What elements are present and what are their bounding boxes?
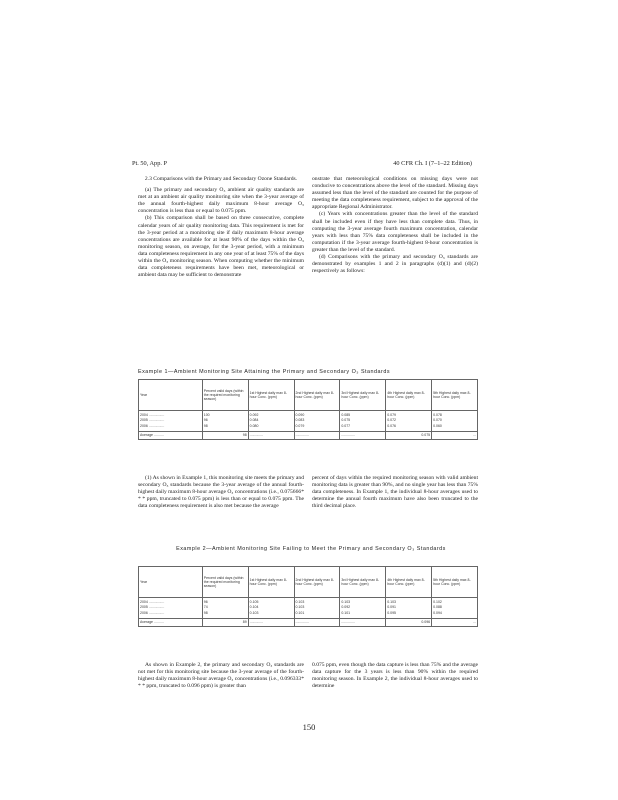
cell: ... [432, 618, 478, 626]
cell: 0.075 [386, 431, 432, 439]
table-average-row [139, 618, 478, 626]
paragraph-b: (b) This comparison shall be based on three consecutive, complete calendar years of air quality monitoring data. This requirement is met for the 3-year period at a monitoring site if daily maximum 8-hour average concentrations are available for at least 90% of the days within the O₃ monitoring season, on average, for the 3-year period, with a minimum data completeness requirement in any one year of at least 75% of the days within the O₃ monitoring season. When computing whether the minimum data completeness requirements have been met, meteorological or ambient data may be sufficient to demonstrate [138, 215, 304, 279]
cell: .............. [294, 431, 340, 439]
cell: 0.103 [386, 598, 432, 605]
cell: 0.095 [386, 610, 432, 618]
cell: 0.085 [340, 411, 386, 418]
cell: 0.083 [294, 418, 340, 423]
cell: 2004 ................ [139, 598, 203, 605]
cell: 2004 ................ [139, 411, 203, 418]
table-average-row [139, 431, 478, 439]
header-5th-highest: 5th Highest daily max 8-hour Conc. (ppm) [432, 380, 478, 411]
cell: 0.070 [432, 418, 478, 423]
right-column-bottom [312, 662, 478, 690]
table1 [138, 379, 478, 440]
cell: 0.088 [432, 605, 478, 610]
header-1st-highest: 1st Highest daily max 8-hour Conc. (ppm) [248, 380, 294, 411]
table1-title: Example 1—Ambient Monitoring Site Attaining the Primary and Secondary O₃ Standards [138, 369, 391, 375]
cell: 98 [202, 431, 248, 439]
cell: 0.102 [432, 598, 478, 605]
paragraph-d1: (1) As shown in Example 1, this monitoring site meets the primary and secondary O₃ standards because the 3-year average of the annual fourth-highest daily maximum 8-hour average O₃ concentrations (i.e., 0.075666* * * ppm, truncated to 0.075 ppm) is less than or equal to 0.075 ppm. The data completeness requirement is also met because the average [138, 475, 304, 510]
header-2nd-highest: 2nd Highest daily max 8-hour Conc. (ppm) [294, 380, 340, 411]
cell: Average .......... [139, 431, 203, 439]
cell: Average .......... [139, 618, 203, 626]
cell: 98 [202, 610, 248, 618]
paragraph-d1-continued: percent of days within the required monitoring season with valid ambient monitoring data is greater than 90%, and no single year has less than 75% data completeness. In Example 1, the individual 8-hour averages used to determine the annual fourth maximum have also been truncated to the third decimal place. [312, 475, 478, 510]
cell: 2006 ................ [139, 423, 203, 431]
section-heading: 2.3 Comparisons with the Primary and Secondary Ozone Standards. [144, 176, 298, 182]
cell: .............. [248, 431, 294, 439]
header-left: Pt. 50, App. P [132, 160, 167, 167]
cell: 0.080 [248, 423, 294, 431]
cell: 0.078 [432, 411, 478, 418]
cell: .............. [294, 618, 340, 626]
cell: 0.092 [340, 605, 386, 610]
cell: 98 [202, 423, 248, 431]
paragraph-b-continued: onstrate that meteorological conditions on missing days were not conducive to concentrations above the level of the standard. Missing days assumed less than the level of the standard are counted for the purpose of meeting the data completeness requirement, subject to the approval of the appropriate Regional Administrator. [312, 176, 478, 211]
table-row [139, 598, 478, 605]
cell: .............. [340, 431, 386, 439]
paragraph-d2-continued: 0.075 ppm, even though the data capture is less than 75% and the average data capture for the 3 years is less than 90% within the required monitoring season. In Example 2, the individual 8-hour averages used to determine [312, 662, 478, 690]
paragraph-a: (a) The primary and secondary O₃ ambient air quality standards are met at an ambient air quality monitoring site when the 3-year average of the annual fourth-highest daily maximum 8-hour average O₃ concentration is less than or equal to 0.075 ppm. [138, 187, 304, 215]
cell: 0.060 [432, 423, 478, 431]
cell: .............. [340, 618, 386, 626]
cell: 0.103 [248, 610, 294, 618]
cell: 0.101 [294, 610, 340, 618]
cell: 2005 ................ [139, 605, 203, 610]
header-3rd-highest: 3rd Highest daily max 8-hour Conc. (ppm) [340, 567, 386, 598]
cell: ... [432, 431, 478, 439]
header-1st-highest: 1st Highest daily max 8-hour Conc. (ppm) [248, 567, 294, 598]
cell: 0.079 [386, 411, 432, 418]
left-column-bottom [138, 662, 304, 690]
table-row [139, 411, 478, 418]
cell: 0.072 [386, 418, 432, 423]
cell: 100 [202, 411, 248, 418]
cell: 96 [202, 598, 248, 605]
right-column-top [312, 176, 478, 275]
header-4th-highest: 4th Highest daily max 8-hour Conc. (ppm) [386, 380, 432, 411]
header-percent-valid: Percent valid days (within the required monitoring season) [202, 567, 248, 598]
cell: 0.076 [386, 423, 432, 431]
cell: 2005 ................ [139, 418, 203, 423]
cell: 0.103 [340, 598, 386, 605]
header-4th-highest: 4th Highest daily max 8-hour Conc. (ppm) [386, 567, 432, 598]
cell: 0.092 [248, 411, 294, 418]
header-5th-highest: 5th Highest daily max 8-hour Conc. (ppm) [432, 567, 478, 598]
cell: 0.105 [248, 598, 294, 605]
cell: 2006 ................ [139, 610, 203, 618]
cell: 0.077 [340, 423, 386, 431]
cell: 0.103 [294, 605, 340, 610]
header-year: Year [139, 567, 203, 598]
cell: 0.101 [340, 610, 386, 618]
table2-title: Example 2—Ambient Monitoring Site Failing to Meet the Primary and Secondary O₃ Standards [176, 546, 446, 552]
cell: 0.084 [248, 418, 294, 423]
cell: .............. [248, 618, 294, 626]
cell: 0.090 [294, 411, 340, 418]
table-header-row [139, 567, 478, 598]
paragraph-d: (d) Comparisons with the primary and secondary O₃ standards are demonstrated by examples 1 and 2 in paragraphs (d)(1) and (d)(2) respectively as follows: [312, 254, 478, 275]
right-column-middle [312, 475, 478, 510]
paragraph-d2: As shown in Example 2, the primary and secondary O₃ standards are not met for this monitoring site because the 3-year average of the fourth-highest daily maximum 8-hour average O₃ concentrations (i.e., 0.096333* * * ppm, truncated to 0.096 ppm) is greater than [138, 662, 304, 690]
cell: 96 [202, 418, 248, 423]
cell: 0.096 [386, 618, 432, 626]
page-number: 150 [302, 722, 316, 732]
table2 [138, 566, 478, 627]
table-header-row [139, 380, 478, 411]
left-column-middle [138, 475, 304, 510]
cell: 0.103 [294, 598, 340, 605]
header-year: Year [139, 380, 203, 411]
cell: 0.075 [340, 418, 386, 423]
table-row [139, 610, 478, 618]
header-3rd-highest: 3rd Highest daily max 8-hour Conc. (ppm) [340, 380, 386, 411]
cell: 0.091 [386, 605, 432, 610]
cell: 0.079 [294, 423, 340, 431]
header-right: 40 CFR Ch. I (7–1–22 Edition) [393, 160, 472, 167]
cell: 0.094 [432, 610, 478, 618]
cell: 74 [202, 605, 248, 610]
table-row [139, 423, 478, 431]
paragraph-c: (c) Years with concentrations greater than the level of the standard shall be included even if they have less than complete data. Thus, in computing the 3-year average fourth maximum concentration, calendar years with less than 75% data completeness shall be included in the computation if the 3-year average fourth-highest 8-hour concentration is greater than the level of the standard. [312, 211, 478, 253]
header-percent-valid: Percent valid days (within the required monitoring season) [202, 380, 248, 411]
cell: 89 [202, 618, 248, 626]
cell: 0.104 [248, 605, 294, 610]
header-2nd-highest: 2nd Highest daily max 8-hour Conc. (ppm) [294, 567, 340, 598]
left-column-top [138, 176, 304, 279]
